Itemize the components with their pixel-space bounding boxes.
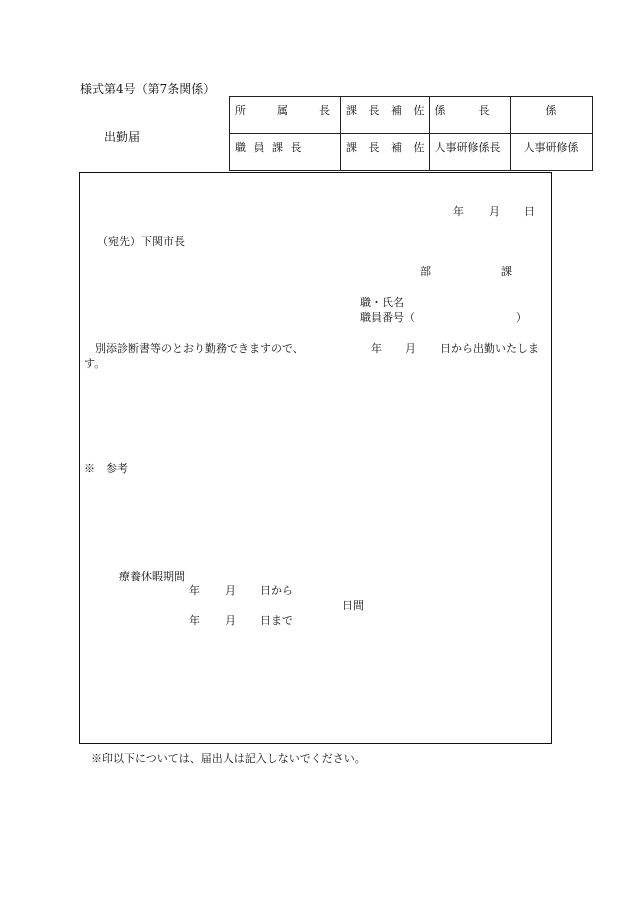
approval-table: [229, 96, 593, 171]
reference-mark: ※ 参考: [84, 462, 128, 475]
approval-cell-jinji-kakari[interactable]: 人事研修係: [510, 134, 592, 171]
leave-from-year[interactable]: 年: [189, 584, 200, 597]
department-label[interactable]: 部: [420, 265, 431, 278]
leave-days-label[interactable]: 日間: [342, 599, 364, 612]
leave-period-title: 療養休暇期間: [119, 570, 185, 583]
form-box: [79, 172, 552, 744]
leave-to-month[interactable]: 月: [225, 614, 236, 627]
approval-cell-shokuin-kacho[interactable]: 職 員 課 長: [230, 134, 341, 171]
form-number: 様式第4号（第7条関係）: [80, 82, 216, 96]
approval-cell-kakari[interactable]: 係: [510, 97, 592, 134]
statement-text-2[interactable]: 日から出勤いたしま: [440, 342, 539, 355]
approval-cell-kakaricho[interactable]: 係 長: [429, 97, 510, 134]
employee-number-label[interactable]: 職員番号（: [360, 311, 415, 324]
statement-text-3: す。: [84, 357, 106, 370]
employee-number-close: ）: [516, 311, 527, 324]
approval-row: [230, 97, 593, 134]
date-day-label[interactable]: 日: [524, 205, 535, 218]
footer-note: ※印以下については、届出人は記入しないでください。: [91, 752, 366, 765]
statement-month[interactable]: 月: [405, 342, 416, 355]
approval-cell-kacho-hosa-2[interactable]: 課 長 補 佐: [341, 134, 430, 171]
approval-row: [230, 134, 593, 171]
leave-to-year[interactable]: 年: [189, 614, 200, 627]
section-label[interactable]: 課: [501, 265, 512, 278]
approval-cell-kacho-hosa[interactable]: 課 長 補 佐: [341, 97, 430, 134]
addressee: （宛先）下関市長: [97, 235, 185, 248]
approval-cell-shozokucho[interactable]: 所 属 長: [230, 97, 341, 134]
leave-from-suffix[interactable]: 日から: [260, 584, 293, 597]
form-title: 出勤届: [104, 130, 141, 144]
date-month-label[interactable]: 月: [489, 205, 500, 218]
name-label[interactable]: 職・氏名: [360, 296, 404, 309]
statement-year[interactable]: 年: [371, 342, 382, 355]
approval-cell-jinji-kakaricho[interactable]: 人事研修係長: [429, 134, 510, 171]
leave-to-suffix[interactable]: 日まで: [260, 614, 293, 627]
leave-from-month[interactable]: 月: [225, 584, 236, 597]
date-year-label[interactable]: 年: [453, 205, 464, 218]
statement-text-1: 別添診断書等のとおり勤務できますので、: [95, 342, 304, 355]
